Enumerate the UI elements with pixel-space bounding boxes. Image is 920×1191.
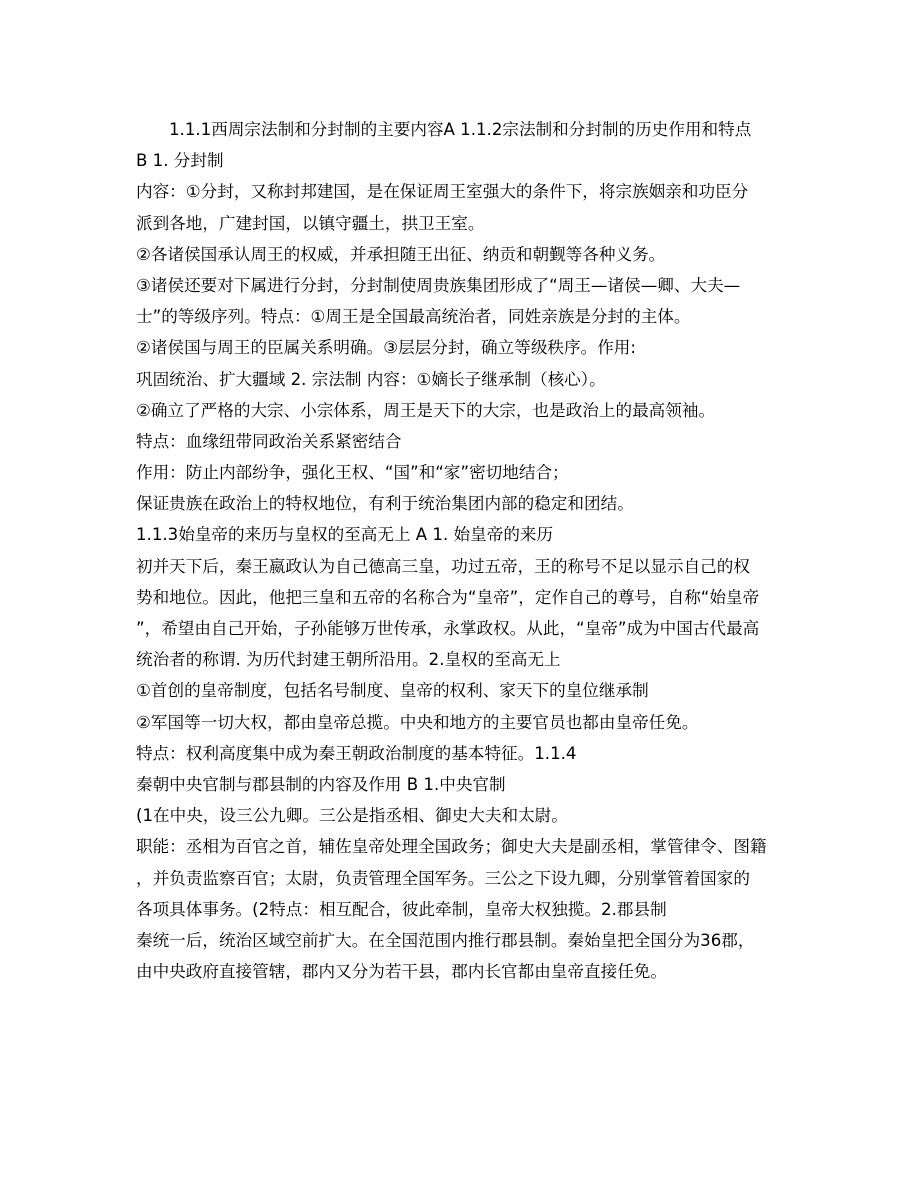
text-line: 势和地位。因此，他把三皇和五帝的名称合为“皇帝”，定作自己的尊号，自称“始皇帝 — [136, 587, 760, 607]
text-line: 作用：防止内部纷争，强化王权、“国”和“家”密切地结合； — [136, 463, 569, 483]
text-line: 初并天下后，秦王嬴政认为自己德高三皇，功过五帝，王的称号不足以显示自己的权 — [136, 556, 750, 576]
text-line: ②各诸侯国承认周王的权威，并承担随王出征、纳贡和朝觐等各种义务。 — [136, 244, 666, 264]
text-line: 特点：权利高度集中成为秦王朝政治制度的基本特征。1.1.4 — [136, 743, 577, 763]
text-line: 士”的等级序列。特点：①周王是全国最高统治者，同姓亲族是分封的主体。 — [136, 307, 691, 327]
text-line: 派到各地，广建封国，以镇守疆土，拱卫王室。 — [136, 213, 485, 233]
text-line: 巩固统治、扩大疆域 2. 宗法制 内容：①嫡长子继承制（核心）。 — [136, 369, 606, 389]
text-line: (1在中央，设三公九卿。三公是指丞相、御史大夫和太尉。 — [136, 806, 568, 826]
text-line: 内容：①分封，又称封邦建国，是在保证周王室强大的条件下，将宗族姻亲和功臣分 — [136, 182, 749, 202]
text-line: 各项具体事务。(2特点：相互配合，彼此牵制，皇帝大权独揽。2.郡县制 — [136, 899, 667, 919]
text-line: 1.1.1西周宗法制和分封制的主要内容A 1.1.2宗法制和分封制的历史作用和特点 — [169, 120, 752, 139]
text-line: ，并负责监察百官；太尉，负责管理全国军务。三公之下设九卿，分别掌管着国家的 — [136, 868, 750, 888]
text-line: 由中央政府直接管辖，郡内又分为若干县，郡内长官都由皇帝直接任免。 — [136, 962, 667, 982]
text-line: ”，希望由自己开始，子孙能够万世传承，永掌政权。从此，“皇帝”成为中国古代最高 — [136, 619, 760, 638]
text-line: 秦朝中央官制与郡县制的内容及作用 B 1.中央官制 — [136, 774, 506, 794]
text-line: ①首创的皇帝制度，包括名号制度、皇帝的权利、家天下的皇位继承制 — [136, 681, 649, 701]
text-line: ②军国等一切大权，都由皇帝总揽。中央和地方的主要官员也都由皇帝任免。 — [136, 712, 699, 732]
document-body — [136, 114, 796, 987]
text-line: ②诸侯国与周王的臣属关系明确。③层层分封，确立等级秩序。作用: — [136, 338, 636, 358]
text-line: 1.1.3始皇帝的来历与皇权的至高无上 A 1. 始皇帝的来历 — [136, 525, 554, 545]
text-line: 统治者的称谓. 为历代封建王朝所沿用。2.皇权的至高无上 — [136, 650, 561, 670]
text-line: B 1. 分封制 — [136, 151, 224, 171]
text-line: 职能：丞相为百官之首，辅佐皇帝处理全国政务；御史大夫是副丞相，掌管律令、图籍 — [136, 837, 767, 857]
text-line: ③诸侯还要对下属进行分封，分封制使周贵族集团形成了“周王—诸侯—卿、大夫— — [136, 275, 741, 295]
text-line: 保证贵族在政治上的特权地位，有利于统治集团内部的稳定和团结。 — [136, 494, 634, 514]
text-line: ②确立了严格的大宗、小宗体系，周王是天下的大宗，也是政治上的最高领袖。 — [136, 400, 716, 420]
text-line: 特点：血缘纽带同政治关系紧密结合 — [136, 431, 402, 451]
text-line: 秦统一后，统治区域空前扩大。在全国范围内推行郡县制。秦始皇把全国分为36郡， — [136, 930, 755, 950]
